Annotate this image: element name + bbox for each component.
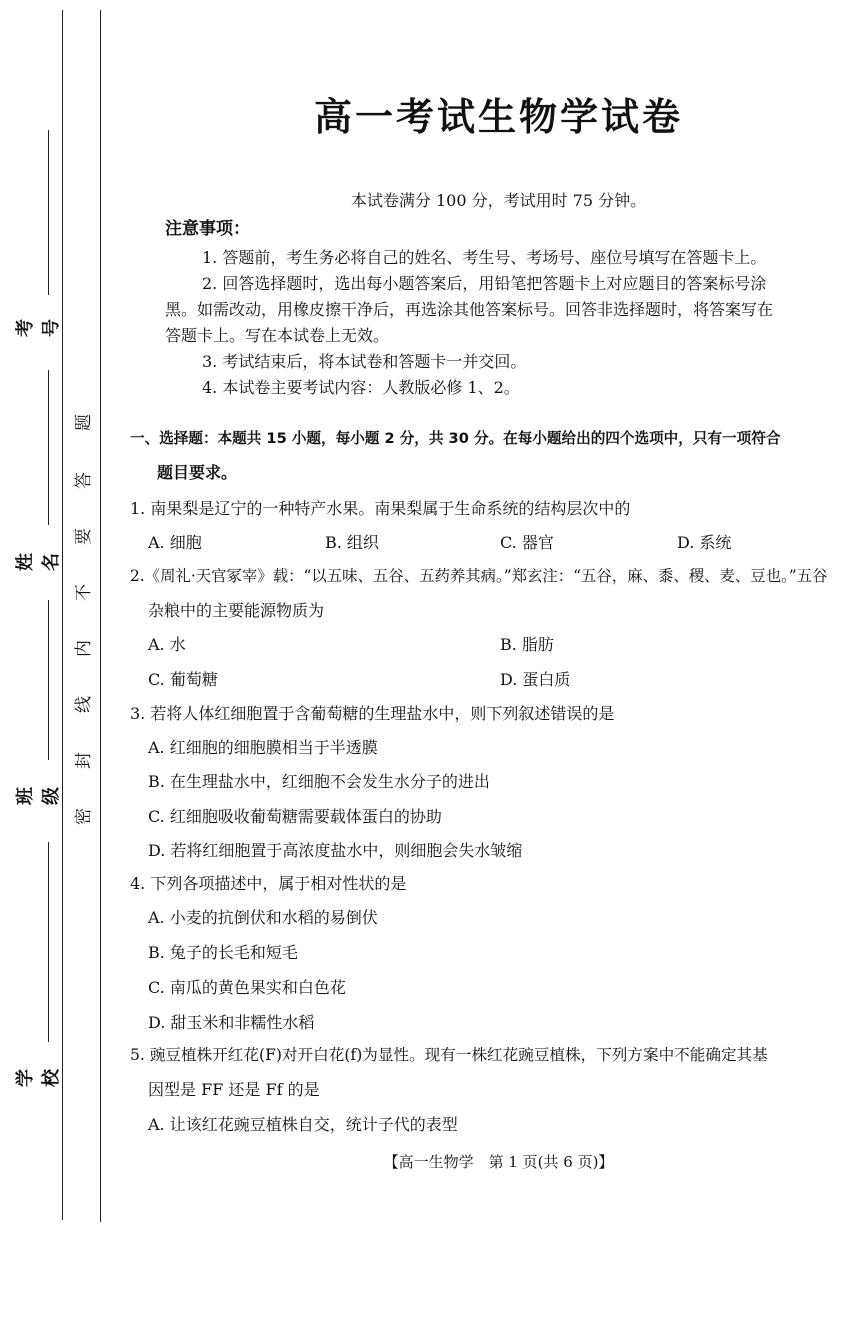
school-label: 学校 — [15, 1069, 62, 1087]
question-3-option-c[interactable]: C. 红细胞吸收葡萄糖需要载体蛋白的协助 — [148, 807, 442, 826]
seal-char: 答 — [74, 472, 94, 489]
page-footer: 【高一生物学 第 1 页(共 6 页)】 — [383, 1153, 614, 1171]
question-3-stem: 3. 若将人体红细胞置于含葡萄糖的生理盐水中，则下列叙述错误的是 — [130, 704, 615, 723]
seal-char: 内 — [74, 640, 94, 657]
question-2-option-a[interactable]: A. 水 — [148, 635, 186, 654]
class-blank[interactable] — [48, 600, 49, 760]
name-label: 姓名 — [15, 553, 62, 571]
notice-line: 1. 答题前，考生务必将自己的姓名、考生号、考场号、座位号填写在答题卡上。 — [202, 248, 767, 267]
seal-char: 不 — [74, 584, 94, 601]
notice-line: 3. 考试结束后，将本试卷和答题卡一并交回。 — [202, 352, 527, 371]
question-1-option-c[interactable]: C. 器官 — [500, 533, 554, 552]
notice-line: 2. 回答选择题时，选出每小题答案后，用铅笔把答题卡上对应题目的答案标号涂 — [202, 274, 767, 293]
question-5-stem-cont: 因型是 FF 还是 Ff 的是 — [148, 1080, 320, 1099]
question-3-option-a[interactable]: A. 红细胞的细胞膜相当于半透膜 — [148, 738, 378, 757]
question-3-option-d[interactable]: D. 若将红细胞置于高浓度盐水中，则细胞会失水皱缩 — [148, 841, 523, 860]
exam-intro: 本试卷满分 100 分，考试用时 75 分钟。 — [350, 191, 647, 210]
question-3-option-b[interactable]: B. 在生理盐水中，红细胞不会发生水分子的进出 — [148, 772, 490, 791]
exam-number-label: 考号 — [15, 319, 62, 337]
question-4-option-b[interactable]: B. 兔子的长毛和短毛 — [148, 943, 298, 962]
question-5-option-a[interactable]: A. 让该红花豌豆植株自交，统计子代的表型 — [148, 1115, 458, 1134]
question-1-option-b[interactable]: B. 组织 — [325, 533, 379, 552]
question-4-option-a[interactable]: A. 小麦的抗倒伏和水稻的易倒伏 — [148, 908, 378, 927]
notice-line: 答题卡上。写在本试卷上无效。 — [165, 326, 390, 345]
section-heading: 一、选择题：本题共 15 小题，每小题 2 分，共 30 分。在每小题给出的四个选项中，只有一项符合 — [130, 430, 781, 447]
question-2-stem: 2.《周礼·天官冢宰》载：“以五味、五谷、五药养其病。”郑玄注：“五谷，麻、黍、稷、麦、豆也。”五谷 — [130, 567, 828, 585]
class-label: 班级 — [15, 787, 62, 805]
section-heading-cont: 题目要求。 — [157, 463, 238, 482]
seal-char: 线 — [74, 696, 94, 713]
question-1-option-a[interactable]: A. 细胞 — [148, 533, 202, 552]
seal-char: 封 — [74, 752, 94, 769]
question-1-stem: 1. 南果梨是辽宁的一种特产水果。南果梨属于生命系统的结构层次中的 — [130, 499, 631, 518]
page-title: 高一考试生物学试卷 — [313, 95, 683, 139]
question-2-stem-cont: 杂粮中的主要能源物质为 — [148, 601, 325, 620]
exam-number-blank[interactable] — [48, 130, 49, 295]
question-2-option-c[interactable]: C. 葡萄糖 — [148, 670, 218, 689]
question-4-option-c[interactable]: C. 南瓜的黄色果实和白色花 — [148, 978, 346, 997]
question-1-option-d[interactable]: D. 系统 — [677, 533, 732, 552]
seal-char: 密 — [74, 808, 94, 825]
seal-char: 要 — [74, 528, 94, 545]
seal-char: 题 — [74, 414, 94, 431]
question-5-stem: 5. 豌豆植株开红花(F)对开白花(f)为显性。现有一株红花豌豆植株，下列方案中不能确定其基 — [130, 1046, 768, 1064]
notice-heading: 注意事项： — [165, 219, 250, 239]
name-blank[interactable] — [48, 370, 49, 525]
school-blank[interactable] — [48, 842, 49, 1042]
question-2-option-d[interactable]: D. 蛋白质 — [500, 670, 571, 689]
question-4-stem: 4. 下列各项描述中，属于相对性状的是 — [130, 874, 407, 893]
notice-line: 4. 本试卷主要考试内容：人教版必修 1、2。 — [202, 378, 520, 397]
question-4-option-d[interactable]: D. 甜玉米和非糯性水稻 — [148, 1013, 315, 1032]
question-2-option-b[interactable]: B. 脂肪 — [500, 635, 554, 654]
notice-line: 黑。如需改动，用橡皮擦干净后，再选涂其他答案标号。回答非选择题时，将答案写在 — [165, 300, 774, 319]
